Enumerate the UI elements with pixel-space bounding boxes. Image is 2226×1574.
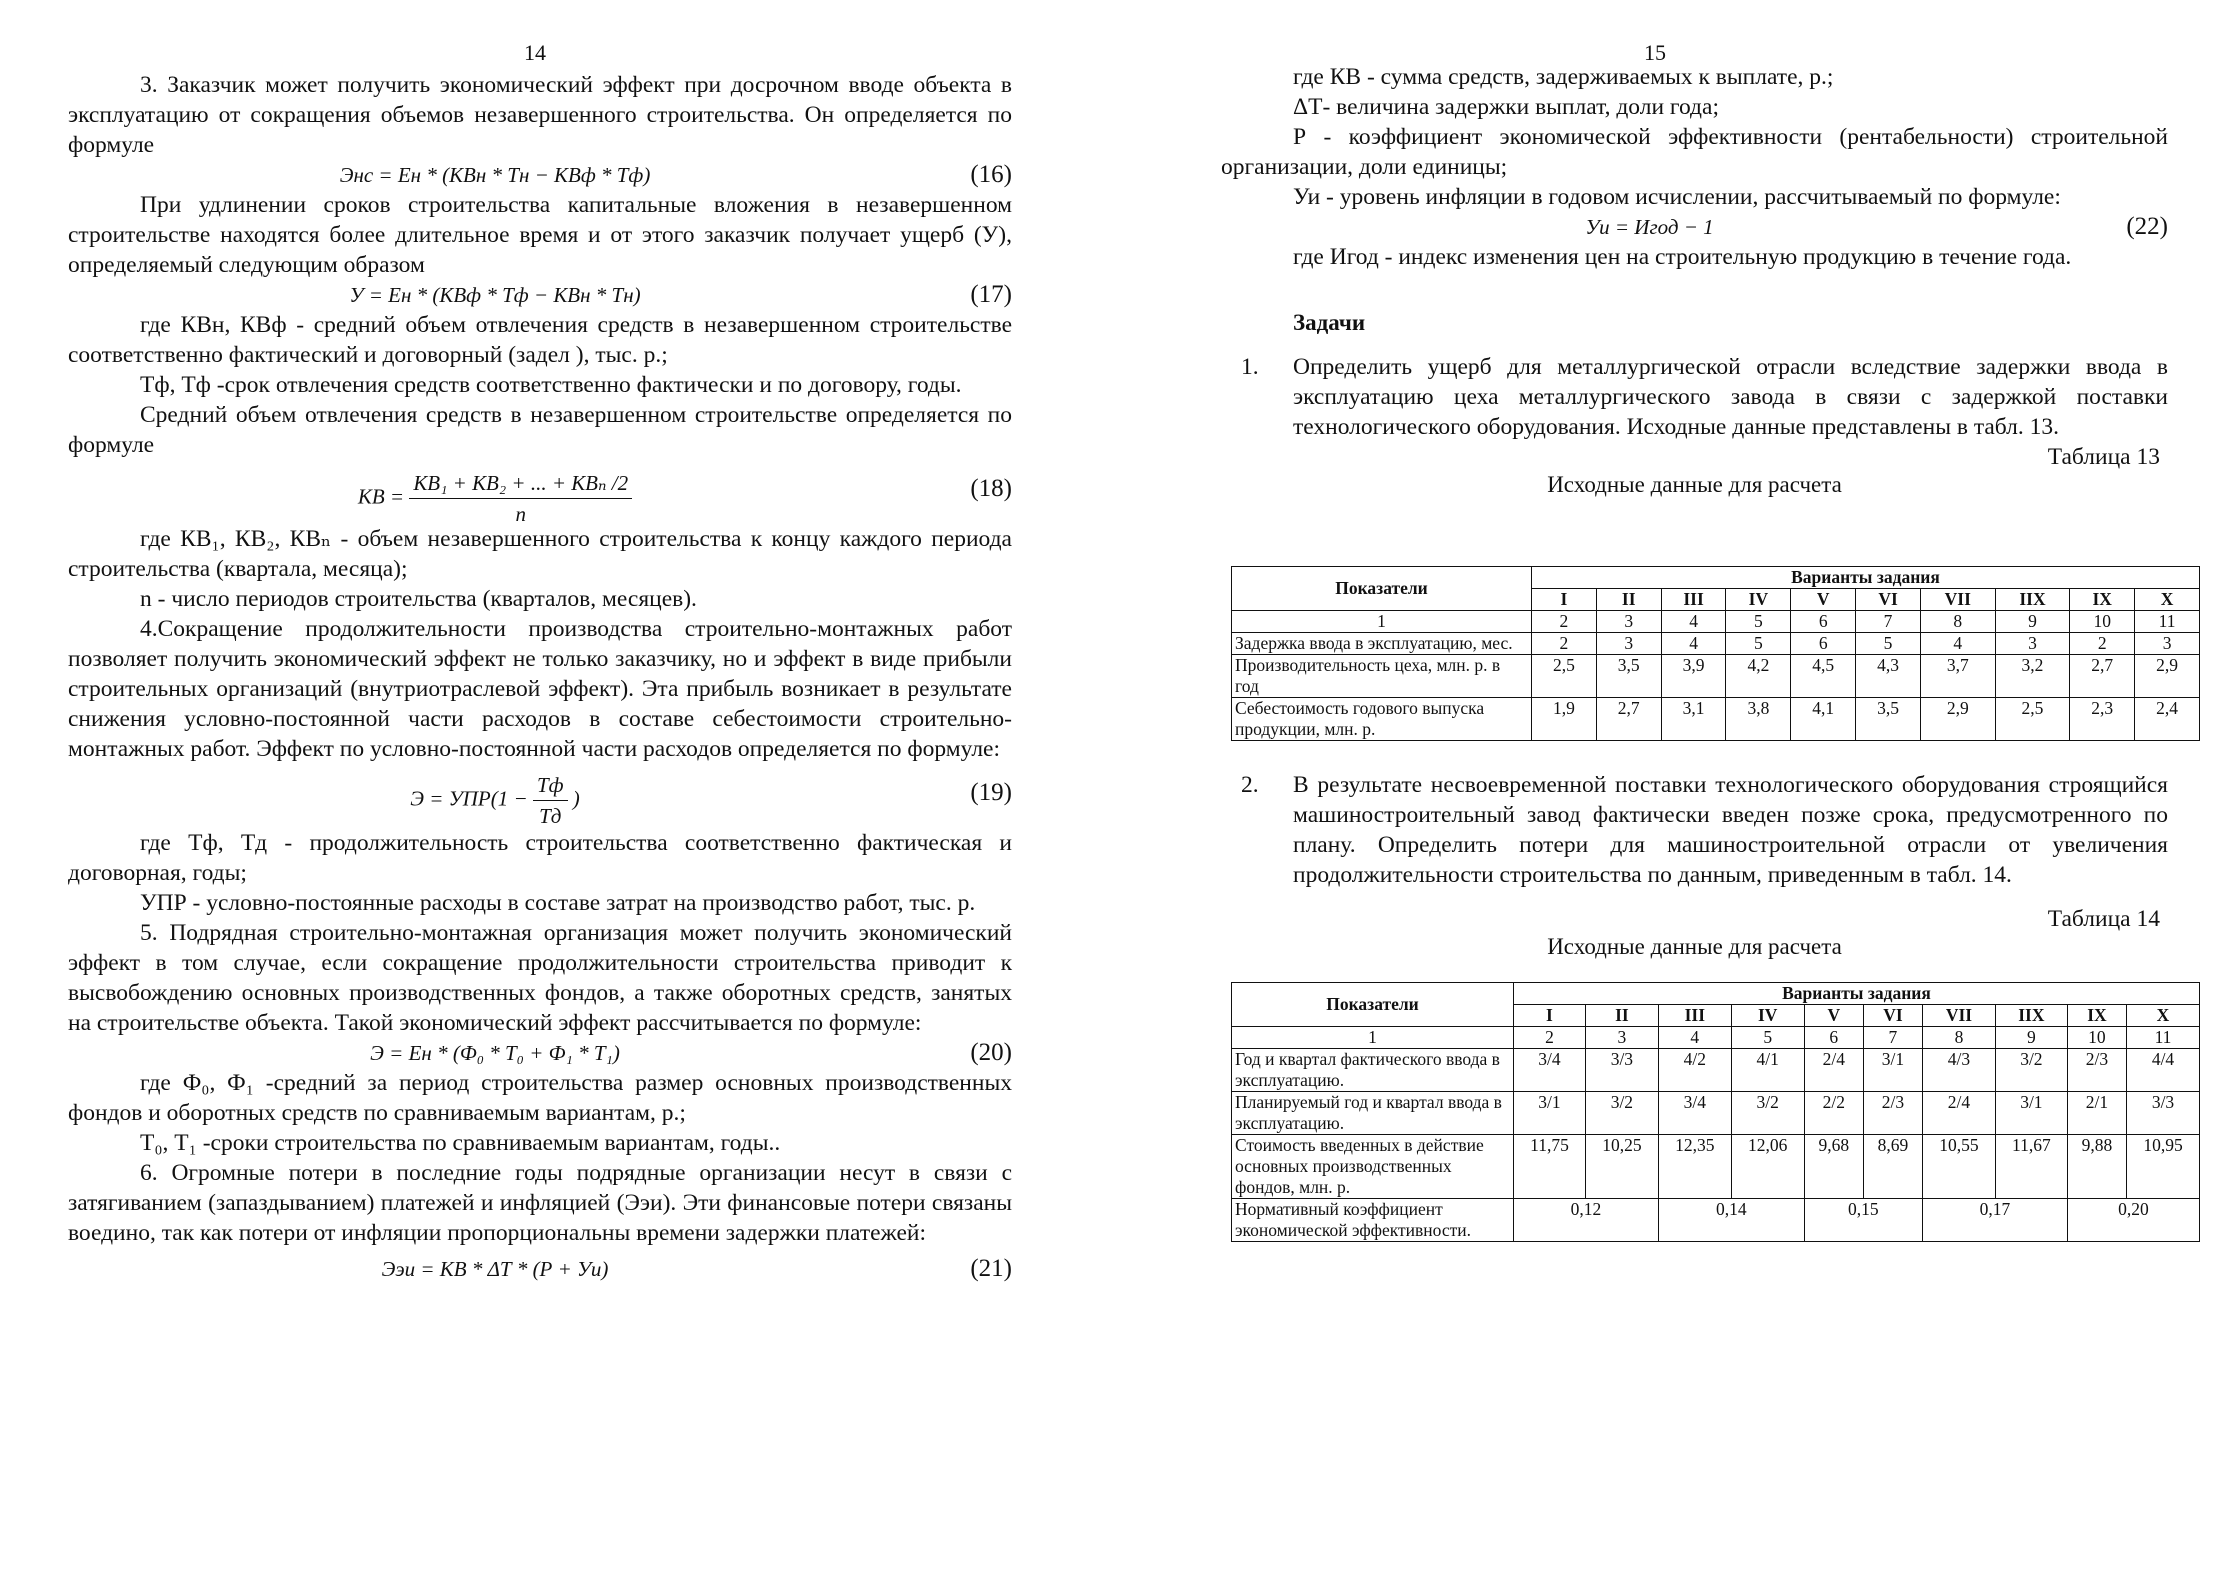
row-label: Себестоимость годового выпуска продукции, млн. р. [1232,698,1532,741]
paragraph: где КВ - сумма средств, задерживаемых к выплате, р.; [1293,64,1834,90]
variant-header: IIX [1995,589,2070,611]
table-cell: 2,9 [2135,655,2200,698]
fraction-numerator: Тф [533,770,568,801]
table-cell: 2/3 [1863,1092,1922,1135]
table-cell: 2,7 [1596,698,1661,741]
table-cell: 12,06 [1731,1135,1804,1199]
table-cell: 10,95 [2127,1135,2200,1199]
table-title: Исходные данные для расчета [1547,472,1842,497]
table-cell: 3,5 [1596,655,1661,698]
column-number: 9 [1995,1027,2067,1049]
table-row [1232,655,2200,698]
fraction-denominator: n [515,502,526,526]
paragraph: где Игод - индекс изменения цен на строительную продукцию в течение года. [1293,244,2072,270]
table-cell: 2/4 [1923,1092,1996,1135]
paragraph: ΔТ- величина задержки выплат, доли года; [1293,94,1719,120]
paragraph: Т₀, Т₁ -сроки строительства по сравниваемым вариантам, годы.. [140,1130,781,1156]
table-cell: 2/2 [1804,1092,1863,1135]
table-caption: Таблица 14 [2047,906,2160,932]
table-cell: 3/3 [2127,1092,2200,1135]
table-cell: 3,1 [1661,698,1726,741]
table-cell: 0,14 [1658,1199,1804,1242]
table-cell: 9,88 [2067,1135,2126,1199]
column-number: 5 [1731,1027,1804,1049]
fraction-numerator: КВ₁ + КВ₂ + ... + КВₙ /2 [409,468,632,499]
task-number: 2. [1241,772,1259,798]
column-number: 5 [1726,611,1791,633]
column-number: 2 [1514,1027,1586,1049]
paragraph: где Ф₀, Ф₁ -средний за период строительства размер основных производственных фондов и оборотных средств по сравниваемым вариантам, р.; [68,1070,1012,1126]
table-cell: 6 [1791,633,1856,655]
table-cell: 3,8 [1726,698,1791,741]
table-cell: 2,4 [2135,698,2200,741]
table-row [1232,1092,2200,1135]
table-cell: 2,7 [2070,655,2135,698]
variant-header: X [2135,589,2200,611]
table-cell: 12,35 [1658,1135,1731,1199]
column-number: 3 [1596,611,1661,633]
table-cell: 2,9 [1920,698,1995,741]
formula-expression: Э = Ен * (Ф₀ * Т₀ + Ф₁ * Т₁) [370,1041,620,1065]
fraction-denominator: Тд [539,804,562,828]
task-text: В результате несвоевременной поставки технологического оборудования строящийся машиностроительный завод фактически введен позже срока, предусмотренного по плану. Определить потери для машиностроительной отрасли от увеличения продолжительности строительства по данным, приведенным в табл. 14. [1293,772,2168,888]
variant-header: I [1514,1005,1586,1027]
paragraph: При удлинении сроков строительства капитальные вложения в незавершенном строительстве находятся более длительное время и от этого заказчик получает ущерб (У), определяемый следующим образом [68,192,1012,278]
table-row [1232,1199,2200,1242]
table-cell: 4 [1661,633,1726,655]
page-right [1113,0,2226,1574]
table-cell: 0,12 [1514,1199,1659,1242]
table-14 [1231,982,2200,1242]
variant-header: X [2127,1005,2200,1027]
table-cell: 2,5 [1995,698,2070,741]
column-number: 8 [1920,611,1995,633]
formula-17 [68,280,1012,310]
column-number: 11 [2127,1027,2200,1049]
table-cell: 4,2 [1726,655,1791,698]
paragraph: 6. Огромные потери в последние годы подрядные организации несут в связи с затягиванием (запаздыванием) платежей и инфляцией (Ээи). Эти финансовые потери связаны воедино, так как потери от инфляции пропорциональны времени задержки платежей: [68,1160,1012,1246]
table-cell: 2/3 [2067,1049,2126,1092]
table-cell: 3/3 [1585,1049,1658,1092]
variant-header: I [1532,589,1597,611]
table-cell: 0,17 [1923,1199,2068,1242]
table-cell: 3/2 [1995,1049,2067,1092]
table-cell: 4/2 [1658,1049,1731,1092]
table-cell: 9,68 [1804,1135,1863,1199]
table-cell: 11,75 [1514,1135,1586,1199]
row-label: Производительность цеха, млн. р. в год [1232,655,1532,698]
table-cell: 3 [1995,633,2070,655]
formula-number: (22) [2126,213,2168,240]
paragraph: n - число периодов строительства (кварталов, месяцев). [140,586,697,612]
formula-fraction [533,770,568,831]
variant-header: VI [1856,589,1921,611]
row-label: Год и квартал фактического ввода в эксплуатацию. [1232,1049,1514,1092]
table-col-header: Показатели [1232,567,1532,611]
table-cell: 11,67 [1995,1135,2067,1199]
table-cell: 4,1 [1791,698,1856,741]
column-number: 11 [2135,611,2200,633]
task-number: 1. [1241,354,1259,380]
column-number: 10 [2070,611,2135,633]
column-number: 2 [1532,611,1597,633]
table-cell: 4,3 [1856,655,1921,698]
table-cell: 0,15 [1804,1199,1922,1242]
table-cell: 0,20 [2067,1199,2199,1242]
formula-22 [1221,212,2168,242]
variant-header: IV [1726,589,1791,611]
table-cell: 10,55 [1923,1135,1996,1199]
table-cell: 4 [1920,633,1995,655]
formula-19 [68,764,1012,828]
column-number: 3 [1585,1027,1658,1049]
table-cell: 3/1 [1863,1049,1922,1092]
table-cell: 4/1 [1731,1049,1804,1092]
formula-rhs: ) [572,786,580,811]
formula-21 [68,1254,1012,1284]
column-number: 7 [1863,1027,1922,1049]
column-number: 10 [2067,1027,2126,1049]
formula-expression: Уи = Игод − 1 [1585,215,1714,239]
table-cell: 3,5 [1856,698,1921,741]
table-cell: 3/1 [1514,1092,1586,1135]
paragraph: УПР - условно-постоянные расходы в составе затрат на производство работ, тыс. р. [140,890,976,916]
table-row [1232,633,2200,655]
task-1 [1221,352,2168,442]
table-title: Исходные данные для расчета [1547,934,1842,959]
paragraph: Тф, Тф -срок отвлечения средств соответственно фактически и по договору, годы. [140,372,962,398]
variant-header: VII [1920,589,1995,611]
table-cell: 1,9 [1532,698,1597,741]
task-2 [1221,770,2168,890]
table-cell: 3/2 [1731,1092,1804,1135]
table-cell: 10,25 [1585,1135,1658,1199]
table-cell: 3 [2135,633,2200,655]
paragraph: 4.Сокращение продолжительности производства строительно-монтажных работ позволяет получить экономический эффект не только заказчику, но и эффект в виде прибыли строительных организаций (внутриотраслевой эффект). Эта прибыль возникает в результате снижения условно-постоянной части расходов в составе себестоимости строительно-монтажных работ. Эффект по условно-постоянной части расходов определяется по формуле: [68,616,1012,762]
paragraph: Р - коэффициент экономической эффективности (рентабельности) строительной организации, доли единицы; [1221,124,2168,180]
formula-number: (19) [970,779,1012,806]
table-cell: 3,7 [1920,655,1995,698]
table-cell: 3/4 [1514,1049,1586,1092]
table-caption: Таблица 13 [2047,444,2160,470]
variant-header: IV [1731,1005,1804,1027]
variant-header: III [1658,1005,1731,1027]
table-cell: 3,9 [1661,655,1726,698]
table-cell: 3/1 [1995,1092,2067,1135]
table-cell: 4,5 [1791,655,1856,698]
table-cell: 3 [1596,633,1661,655]
page-number: 15 [1644,40,1666,65]
variant-header: II [1585,1005,1658,1027]
left-text-block [68,70,1012,1284]
column-number: 7 [1856,611,1921,633]
formula-number: (18) [970,475,1012,502]
paragraph: 3. Заказчик может получить экономический эффект при досрочном вводе объекта в эксплуатацию от сокращения объемов незавершенного строительства. Он определяется по формуле [68,72,1012,158]
column-number: 8 [1923,1027,1996,1049]
formula-lhs: Э = УПР(1 − [410,786,528,811]
row-label: Планируемый год и квартал ввода в эксплуатацию. [1232,1092,1514,1135]
table-cell: 5 [1726,633,1791,655]
column-number: 1 [1232,611,1532,633]
paragraph: Средний объем отвлечения средств в незавершенном строительстве определяется по формуле [68,402,1012,458]
table-row [1232,1049,2200,1092]
variant-header: II [1596,589,1661,611]
paragraph: где КВн, КВф - средний объем отвлечения средств в незавершенном строительстве соответственно фактический и договорный (задел ), тыс. р.; [68,312,1012,368]
formula-expression: Энс = Ен * (КВн * Тн − КВф * Тф) [339,163,651,187]
table-variants-header: Варианты задания [1514,983,2200,1005]
formula-expression: Ээи = КВ * ΔТ * (Р + Уи) [381,1257,609,1281]
table-cell: 2 [2070,633,2135,655]
formula-number: (16) [970,161,1012,188]
table-cell: 2,5 [1532,655,1597,698]
paragraph: где Тф, Тд - продолжительность строительства соответственно фактическая и договорная, годы; [68,830,1012,886]
formula-expression: У = Ен * (КВф * Тф − КВн * Тн) [349,283,641,307]
formula-16 [68,160,1012,190]
variant-header: VI [1863,1005,1922,1027]
column-number: 4 [1658,1027,1731,1049]
formula-18 [68,460,1012,524]
paragraph: где КВ₁, КВ₂, КВₙ - объем незавершенного строительства к концу каждого периода строительства (квартала, месяца); [68,526,1012,582]
variant-header: IX [2067,1005,2126,1027]
formula-lhs: КВ = [357,484,405,509]
paragraph: 5. Подрядная строительно-монтажная организация может получить экономический эффект в том случае, если сокращение продолжительности строительства приводит к высвобождению основных производственных фондов, а также оборотных средств, занятых на строительстве объекта. Такой экономический эффект рассчитывается по формуле: [68,920,1012,1036]
table-cell: 3/4 [1658,1092,1731,1135]
column-number: 4 [1661,611,1726,633]
table-cell: 2,3 [2070,698,2135,741]
variant-header: III [1661,589,1726,611]
table-cell: 2 [1532,633,1597,655]
page-number: 14 [524,40,546,65]
table-variants-header: Варианты задания [1532,567,2200,589]
table-row [1232,1135,2200,1199]
variant-header: IIX [1995,1005,2067,1027]
formula-number: (17) [970,281,1012,308]
row-label: Задержка ввода в эксплуатацию, мес. [1232,633,1532,655]
table-cell: 3,2 [1995,655,2070,698]
table-cell: 8,69 [1863,1135,1922,1199]
formula-number: (21) [970,1255,1012,1282]
table-row [1232,698,2200,741]
column-number: 1 [1232,1027,1514,1049]
variant-header: VII [1923,1005,1996,1027]
row-label: Стоимость введенных в действие основных производственных фондов, млн. р. [1232,1135,1514,1199]
row-label: Нормативный коэффициент экономической эффективности. [1232,1199,1514,1242]
right-text-block [1221,62,2168,498]
table-cell: 4/4 [2127,1049,2200,1092]
formula-20 [68,1038,1012,1068]
table-cell: 2/4 [1804,1049,1863,1092]
table-col-header: Показатели [1232,983,1514,1027]
variant-header: IX [2070,589,2135,611]
table-13 [1231,566,2200,741]
task-text: Определить ущерб для металлургической отрасли вследствие задержки ввода в эксплуатацию цеха металлургического завода в связи с задержкой поставки технологического оборудования. Исходные данные представлены в табл. 13. [1293,354,2168,440]
column-number: 6 [1791,611,1856,633]
table-cell: 4/3 [1923,1049,1996,1092]
paragraph: Уи - уровень инфляции в годовом исчислении, рассчитываемый по формуле: [1293,184,2061,210]
table-cell: 2/1 [2067,1092,2126,1135]
table-cell: 5 [1856,633,1921,655]
variant-header: V [1791,589,1856,611]
column-number: 6 [1804,1027,1863,1049]
formula-fraction [409,468,632,529]
formula-number: (20) [970,1039,1012,1066]
table-cell: 3/2 [1585,1092,1658,1135]
variant-header: V [1804,1005,1863,1027]
right-text-block-2 [1221,770,2168,960]
table-13-wrap [1213,566,2200,741]
table-14-wrap [1213,982,2200,1242]
column-number: 9 [1995,611,2070,633]
section-heading: Задачи [1293,310,1366,335]
